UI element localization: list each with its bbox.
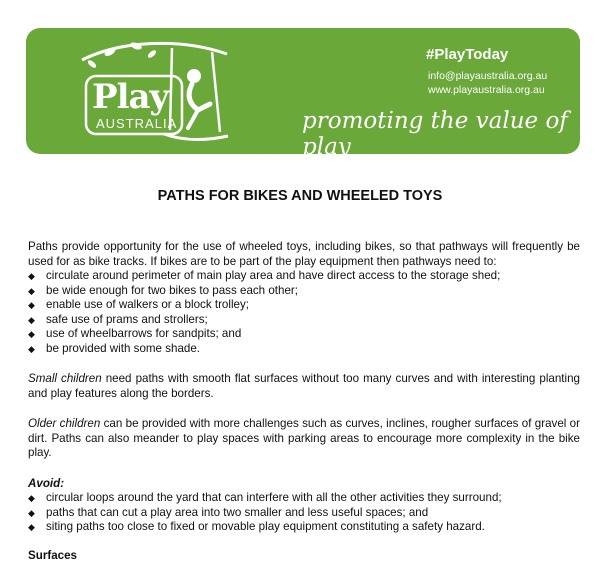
page-title: PATHS FOR BIKES AND WHEELED TOYS	[157, 188, 443, 204]
intro-paragraph: Paths provide opportunity for the use of wheeled toys, including bikes, so that pathways will frequently be used for as bike tracks. If bikes are to be part of the play equipment then pathways need to:	[28, 240, 580, 268]
tagline: promoting the value of play	[302, 108, 568, 160]
bullet-icon: ◆	[28, 314, 35, 325]
bullet-icon: ◆	[28, 493, 35, 503]
older-children-paragraph: Older children can be provided with more challenges such as curves, inclines, rougher surfaces of gravel or dirt. Paths can also meander to play spaces with parking areas to encourage more complexity in the bike play.	[28, 417, 580, 459]
bullet-icon: ◆	[28, 271, 35, 281]
list-item: ◆ be provided with some shade.	[28, 341, 201, 355]
list-item: ◆ safe use of prams and strollers;	[28, 312, 208, 326]
bullet-icon: ◆	[28, 522, 35, 532]
play-australia-logo	[52, 40, 242, 146]
bullet-icon: ◆	[28, 343, 35, 354]
list-item: ◆ paths that can cut a play area into two smaller and less useful spaces; and	[28, 505, 429, 519]
list-item: ◆ be wide enough for two bikes to pass each other;	[28, 283, 298, 297]
contact-website[interactable]: www.playaustralia.org.au	[428, 84, 545, 96]
document-body	[28, 240, 580, 563]
bullet-icon: ◆	[28, 285, 35, 296]
bullet-icon: ◆	[28, 507, 35, 518]
list-item: ◆ siting paths too close to fixed or movable play equipment constituting a safety hazard.	[28, 520, 485, 533]
list-item: ◆ circulate around perimeter of main play area and have direct access to the storage shed;	[28, 269, 501, 282]
avoid-list	[28, 491, 580, 535]
logo-wordmark: Play	[92, 77, 169, 117]
small-children-paragraph: Small children need paths with smooth flat surfaces without too many curves and with interesting planting and play features along the borders.	[28, 372, 580, 400]
bullet-icon: ◆	[28, 329, 35, 339]
list-item: ◆ enable use of walkers or a block trolley;	[28, 298, 249, 311]
bullet-icon: ◆	[28, 300, 35, 310]
list-item: ◆ use of wheelbarrows for sandpits; and	[28, 327, 242, 340]
avoid-heading: Avoid:	[28, 476, 65, 490]
hashtag: #PlayToday	[426, 46, 509, 63]
needs-list	[28, 269, 580, 356]
list-item: ◆ circular loops around the yard that can interfere with all the other activities they surround;	[28, 491, 502, 504]
surfaces-heading: Surfaces	[28, 548, 77, 562]
logo-subtitle: AUSTRALIA	[96, 116, 178, 131]
contact-email[interactable]: info@playaustralia.org.au	[428, 70, 548, 82]
header-banner	[26, 28, 580, 160]
